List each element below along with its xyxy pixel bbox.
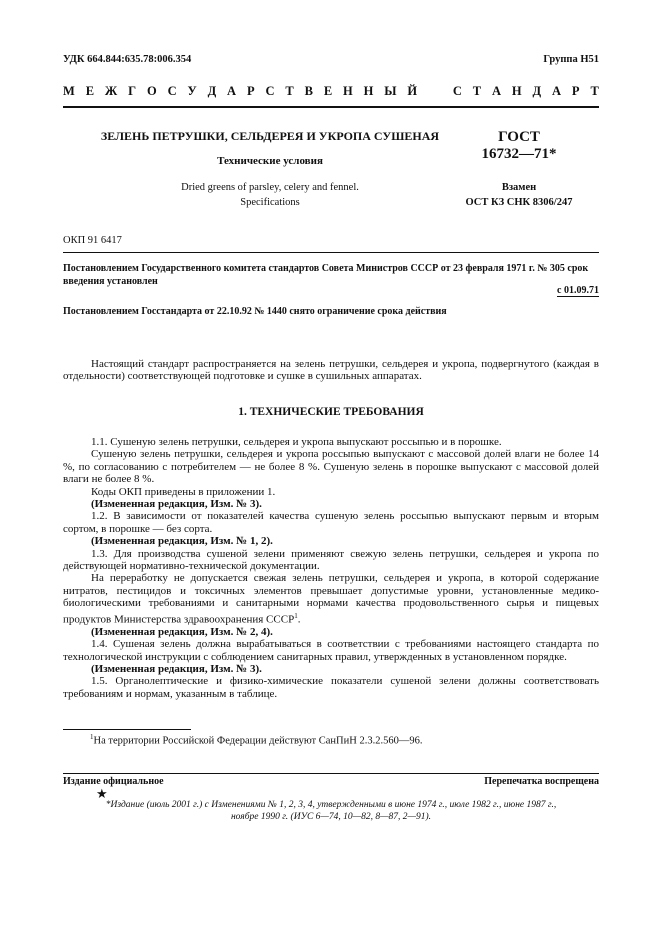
amendment-note: (Измененная редакция, Изм. № 3). [91,498,262,511]
group-code: Группа Н51 [543,54,599,65]
okp-code: ОКП 91 6417 [63,235,122,246]
amendment-note: (Измененная редакция, Изм. № 2, 4). [91,625,273,638]
banner-letter: Т [472,84,482,98]
decree-text: Постановлением Государственного комитета стандартов Совета Министров СССР от 23 февраля 1971 г. № 305 срок введения установлен [63,263,589,287]
banner-letter: С [167,84,177,98]
replaces-block [444,180,594,210]
banner-letter: Е [323,84,333,98]
restrictions-end: . [297,613,301,626]
banner-letter: С [265,84,275,98]
gost-label: ГОСТ [498,129,540,145]
banner-letter: А [492,84,502,98]
paragraph-1-3-restrictions [63,572,599,625]
standard-banner [63,84,599,99]
footnote-ref: 1 [294,611,298,620]
paragraph-okp-codes: Коды ОКП приведены в приложении 1. [91,485,276,498]
banner-letter: Г [128,84,137,98]
banner-letter: Д [207,84,217,98]
banner-letter: Н [343,84,353,98]
okp-rule [63,252,599,253]
banner-letter: Н [511,84,522,98]
footnote-mark: 1 [90,733,94,741]
intro-paragraph [63,358,599,383]
english-title-line2: Specifications [240,197,300,208]
paragraph-1-1-moisture: Сушеную зелень петрушки, сельдерея и укропа россыпью выпускают с массовой долей влаги не более 14 %, по согласованию с потребителем — не более 8 %. Сушеную зелень в порошке выпускают с массовой долей влаги не более 8 %. [63,448,599,486]
banner-letter: Ы [384,84,397,98]
gost-number [444,129,594,163]
footnote-rule [63,729,191,730]
banner-letter: Д [532,84,542,98]
intro-text: Настоящий стандарт распространяется на зелень петрушки, сельдерея и укропа, подвергнутого (каждая в отдельности) соответствующей подготовке и сушке в сушильных аппаратах. [63,358,599,383]
paragraph-1-3: 1.3. Для производства сушеной зелени применяют свежую зелень петрушки, сельдерея и укропа по действующей нормативно-технической документации. [63,547,599,573]
banner-letter: Н [363,84,374,98]
restrictions-text: На переработку не допускается свежая зелень петрушки, сельдерея и укропа, в которой содержание нитратов, пестицидов и токсичных элементов превышает допустимые уровни, установленные медико-биологическими требованиями и санитарными нормами качества продовольственного сырья и пищевых продуктов Министерства здравоохранения СССР [63,572,599,626]
document-title: ЗЕЛЕНЬ ПЕТРУШКИ, СЕЛЬДЕРЕЯ И УКРОПА СУШЕНАЯ [100,129,440,143]
banner-letter: А [227,84,237,98]
banner-letter: С [452,84,462,98]
paragraph-1-4: 1.4. Сушеная зелень должна вырабатываться в соответствии с требованиями настоящего стандарта по технологической инструкции с соблюдением санитарных правил, утвержденных в установленном порядке. [63,638,599,663]
banner-letter: Е [85,84,95,98]
udk-code: УДК 664.844:635.78:006.354 [63,54,192,65]
footnote [90,733,422,747]
decree-text-2: Постановлением Госстандарта от 22.10.92 № 1440 снято ограничение срока действия [63,306,447,317]
decree-date: с 01.09.71 [557,285,599,296]
banner-letter: Р [571,84,580,98]
footer-rule [63,773,599,774]
banner-letter: У [187,84,197,98]
banner-letter: М [63,84,75,98]
edition-label: Издание официальное [63,776,164,787]
amendment-note: (Измененная редакция, Изм. № 1, 2). [91,535,273,548]
amendment-note: (Измененная редакция, Изм. № 3). [91,662,262,675]
star-icon: ★ [96,786,108,801]
reprint-notice: Перепечатка воспрещена [484,776,599,787]
english-title [94,180,446,210]
replaces-value: ОСТ КЗ СНК 8306/247 [465,197,573,208]
paragraph-1-5: 1.5. Органолептические и физико-химические показатели сушеной зелени должны соответствовать требованиям и нормам, указанным в таблице. [63,675,599,700]
banner-letter: Й [407,84,418,98]
banner-letter: Ж [104,84,118,98]
banner-letter: Т [285,84,294,98]
banner-rule [63,106,599,108]
paragraph-1-2: 1.2. В зависимости от показателей качества сушеную зелень россыпью выпускают первым и вторым сортом, в порошке — без сорта. [63,510,599,535]
footnote-text: На территории Российской Федерации действуют СанПиН 2.3.2.560—96. [93,735,423,747]
edition-note-line2: ноябре 1990 г. (ИУС 6—74, 10—82, 8—87, 2—91). [230,812,432,822]
section-heading: 1. ТЕХНИЧЕСКИЕ ТРЕБОВАНИЯ [238,406,424,418]
document-subtitle: Технические условия [217,155,323,167]
banner-letter: А [552,84,562,98]
banner-letter: Т [590,84,599,98]
english-title-line1: Dried greens of parsley, celery and fennel. [181,182,359,193]
gost-code: 16732—71* [481,146,557,162]
banner-letter: О [146,84,157,98]
banner-gap [428,84,442,99]
edition-note [63,799,599,823]
banner-letter: Р [246,84,255,98]
edition-note-line1: *Издание (июль 2001 г.) с Изменениями № 1, 2, 3, 4, утвержденными в июне 1974 г., июле 1982 г., июне 1987 г., [105,800,557,810]
paragraph-1-1: 1.1. Сушеную зелень петрушки, сельдерея и укропа выпускают россыпью и в порошке. [91,436,502,448]
replaces-label: Взамен [501,182,537,193]
banner-letter: В [304,84,313,98]
section-body [63,436,599,700]
